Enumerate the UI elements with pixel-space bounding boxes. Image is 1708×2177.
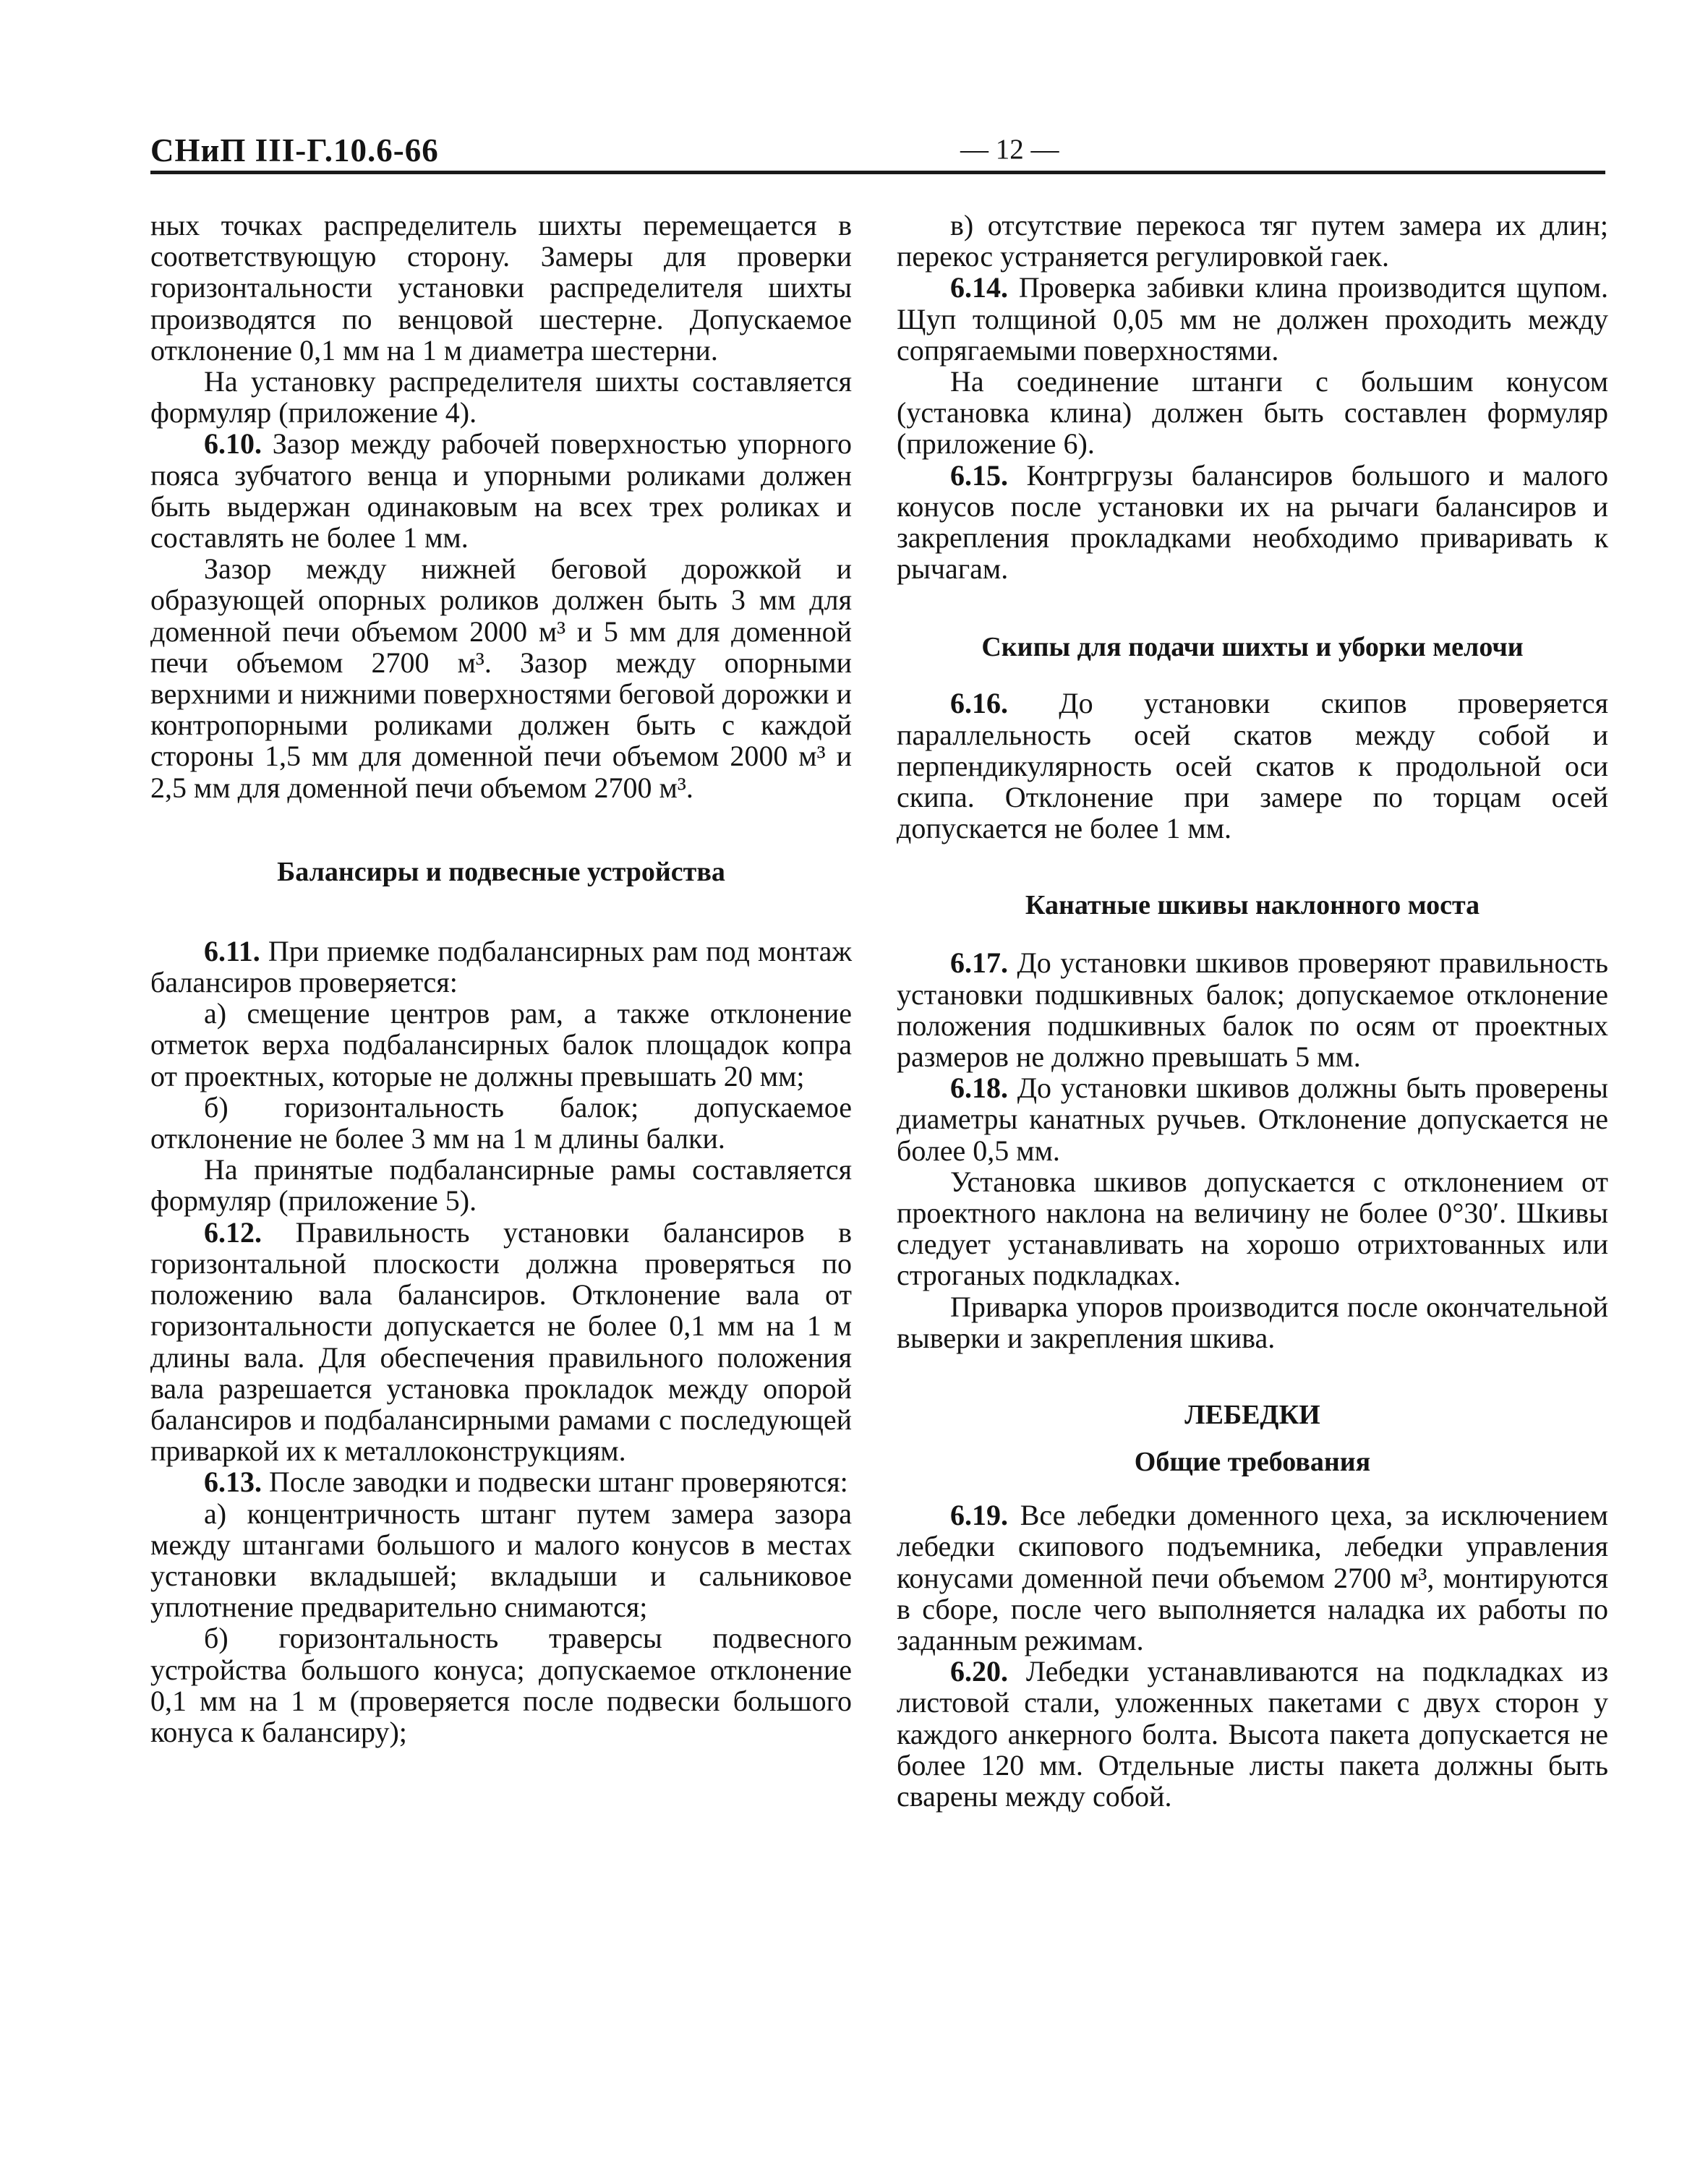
clause-6-16: 6.16. До установки скипов проверяется параллельность осей скатов между собой и перпендикулярность осей скатов к продольной оси скипа. Отклонение при замере по торцам осей допускается не более 1 мм.	[897, 687, 1608, 845]
paragraph: На принятые подбалансирные рамы составляется формуляр (приложение 5).	[150, 1153, 852, 1218]
section-heading: Канатные шкивы наклонного моста	[1025, 890, 1480, 921]
document-code: СНиП III-Г.10.6-66	[150, 132, 439, 168]
list-item: а) концентричность штанг путем замера зазора между штангами большого и малого конусов в местах установки вкладышей; вкладыши и сальниковое уплотнение предварительно снимаются;	[150, 1497, 852, 1624]
clause-6-13: 6.13. После заводки и подвески штанг проверяются:	[204, 1466, 848, 1499]
paragraph: На установку распределителя шихты составляется формуляр (приложение 4).	[150, 365, 852, 429]
list-item: б) горизонтальность траверсы подвесного устройства большого конуса; допускаемое отклонение 0,1 мм на 1 м (проверяется после подвески большого конуса к балансиру);	[150, 1622, 852, 1748]
clause-number: 6.14.	[950, 271, 1008, 304]
clause-6-20: 6.20. Лебедки устанавливаются на подкладках из листовой стали, уложенных пакетами с двух сторон у каждого анкерного болта. Высота пакета допускается не более 120 мм. Отдельные листы пакета должны быть сварены между собой.	[897, 1655, 1608, 1813]
chapter-heading: ЛЕБЕДКИ	[1184, 1400, 1320, 1431]
clause-6-15: 6.15. Контргрузы балансиров большого и малого конусов после установки их на рычаги балансиров и закрепления прокладками необходимо приваривать к рычагам.	[897, 458, 1609, 586]
clause-number: 6.17.	[950, 946, 1008, 980]
clause-number: 6.12.	[204, 1215, 262, 1249]
clause-number: 6.19.	[950, 1499, 1008, 1532]
section-heading: Общие требования	[1134, 1447, 1371, 1478]
clause-6-17: 6.17. До установки шкивов проверяют правильность установки подшкивных балок; допускаемое отклонение положения подшкивных балок по осям от проектных размеров не должно превышать 5 мм.	[897, 946, 1609, 1074]
clause-6-11: 6.11. При приемке подбалансирных рам под монтаж балансиров проверяется:	[150, 934, 852, 999]
left-column	[150, 210, 852, 1748]
section-heading: Балансиры и подвесные устройства	[277, 856, 725, 887]
paragraph: Зазор между нижней беговой дорожкой и образующей опорных роликов должен быть 3 мм для доменной печи объемом 2000 м³ и 5 мм для доменной печи объемом 2700 м³. Зазор между опорными верхними и нижними поверхностями беговой дорожки и контропорными роликами должен быть с каждой стороны 1,5 мм для доменной печи объемом 2000 м³ и 2,5 мм для доменной печи объемом 2700 м³.	[150, 552, 852, 804]
page-header	[150, 129, 1605, 172]
page-number: — 12 —	[960, 134, 1059, 165]
header-rule	[150, 171, 1605, 174]
clause-6-10: 6.10. Зазор между рабочей поверхностью упорного пояса зубчатого венца и упорными роликами должен быть выдержан одинаковым на всех трех роликах и составлять не более 1 мм.	[150, 427, 852, 555]
clause-number: 6.18.	[950, 1072, 1008, 1105]
clause-6-12: 6.12. Правильность установки балансиров в горизонтальной плоскости должна проверяться по положению вала балансиров. Отклонение вала от горизонтальности допускается не более 0,1 мм на 1 м длины вала. Для обеспечения правильного положения вала разрешается установка прокладок между опорой балансиров и подбалансирными рамами с последующей приваркой их к металлоконструкциям.	[150, 1215, 852, 1468]
clause-number: 6.11.	[204, 934, 260, 967]
right-column	[897, 210, 1608, 1812]
paragraph: ных точках распределитель шихты перемещается в соответствующую сторону. Замеры для проверки горизонтальности установки распределителя шихты производятся по венцовой шестерне. Допускаемое отклонение 0,1 мм на 1 м диаметра шестерни.	[150, 209, 852, 367]
list-item: б) горизонтальность балок; допускаемое отклонение не более 3 мм на 1 м длины балки.	[150, 1090, 852, 1155]
clause-number: 6.15.	[950, 458, 1008, 492]
clause-6-14: 6.14. Проверка забивки клина производится щупом. Щуп толщиной 0,05 мм не должен проходить между сопрягаемыми поверхностями.	[897, 271, 1609, 367]
list-item: в) отсутствие перекоса тяг путем замера их длин; перекос устраняется регулировкой гаек.	[897, 209, 1608, 273]
clause-number: 6.20.	[950, 1655, 1008, 1688]
clause-number: 6.16.	[950, 687, 1008, 720]
paragraph: На соединение штанги с большим конусом (установка клина) должен быть составлен формуляр (приложение 6).	[897, 365, 1608, 461]
clause-6-18: 6.18. До установки шкивов должны быть проверены диаметры канатных ручьев. Отклонение допускается не более 0,5 мм.	[897, 1072, 1608, 1167]
clause-number: 6.13.	[204, 1466, 262, 1499]
section-heading: Скипы для подачи шихты и уборки мелочи	[981, 632, 1524, 663]
list-item: а) смещение центров рам, а также отклонение отметок верха подбалансирных балок площадок копра от проектных, которые не должны превышать 20 мм;	[150, 997, 852, 1092]
paragraph: Установка шкивов допускается с отклонением от проектного наклона на величину не более 0°30′. Шкивы следует устанавливать на хорошо отрихтованных или строганых подкладках.	[897, 1165, 1608, 1292]
clause-number: 6.10.	[204, 427, 262, 461]
paragraph: Приварка упоров производится после окончательной выверки и закрепления шкива.	[897, 1290, 1608, 1354]
clause-6-19: 6.19. Все лебедки доменного цеха, за исключением лебедки скипового подъемника, лебедки управления конусами доменной печи объемом 2700 м³, монтируются в сборе, после чего выполняется наладка их работы по заданным режимам.	[897, 1499, 1608, 1656]
